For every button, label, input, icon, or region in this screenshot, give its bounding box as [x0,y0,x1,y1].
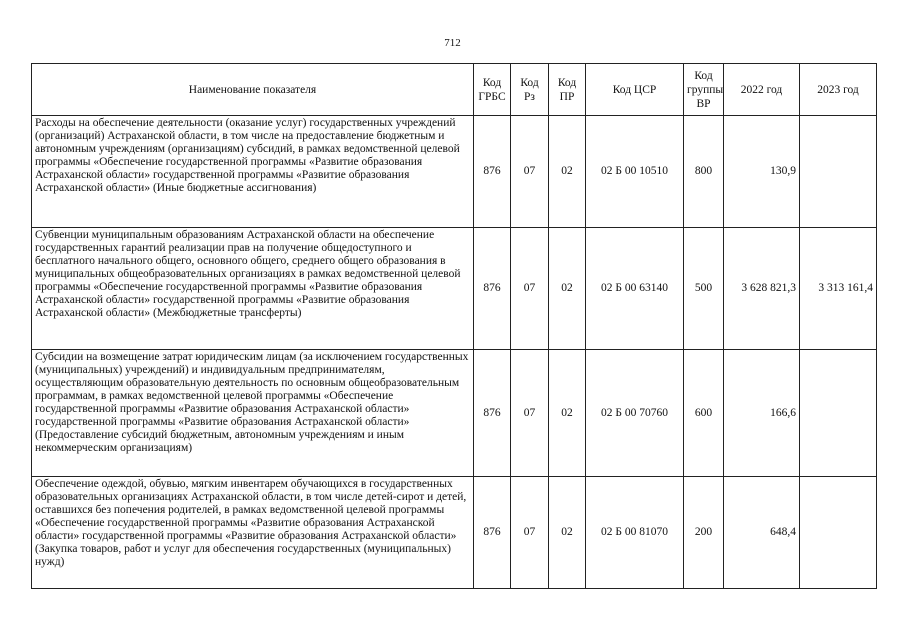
table-row [32,477,877,589]
header-rz: Код Рз [511,64,549,116]
table-row [32,350,877,477]
row-rz: 07 [511,228,549,350]
page-number: 712 [444,37,461,49]
row-pr: 02 [549,350,586,477]
header-pr: Код ПР [549,64,586,116]
row-name: Обеспечение одеждой, обувью, мягким инвентарем обучающихся в государственных образовательных организациях Астраханской области, в том числе детей-сирот и детей, оставшихся без попечения родителей, в рамках ведомственной целевой программы «Обеспечение государственной программы «Развитие образования Астраханской области» государственной программы «Развитие образования Астраханской области» (Закупка товаров, работ и услуг для обеспечения государственных (муниципальных) нужд) [32,477,474,589]
row-2023 [800,477,877,589]
row-pr: 02 [549,228,586,350]
row-name: Субсидии на возмещение затрат юридическим лицам (за исключением государственных (муниципальных) учреждений) и индивидуальным предпринимателям, осуществляющим образовательную деятельность по основным общеобразовательным программам, в рамках ведомственной целевой программы «Обеспечение государственной программы «Развитие образования Астраханской области» государственной программы «Развитие образования Астраханской области» (Предоставление субсидий бюджетным, автономным учреждениям и иным некоммерческим организациям) [32,350,474,477]
row-2022: 130,9 [724,116,800,228]
header-grbs: Код ГРБС [474,64,511,116]
row-csr: 02 Б 00 81070 [586,477,684,589]
row-2023 [800,116,877,228]
row-grbs: 876 [474,477,511,589]
row-vr: 800 [684,116,724,228]
header-name: Наименование показателя [32,64,474,116]
row-pr: 02 [549,477,586,589]
row-pr: 02 [549,116,586,228]
row-vr: 600 [684,350,724,477]
row-2022: 3 628 821,3 [724,228,800,350]
table-row [32,116,877,228]
row-rz: 07 [511,116,549,228]
row-grbs: 876 [474,350,511,477]
row-csr: 02 Б 00 70760 [586,350,684,477]
row-2023 [800,350,877,477]
header-2023: 2023 год [800,64,877,116]
budget-table [31,63,877,589]
row-csr: 02 Б 00 63140 [586,228,684,350]
row-rz: 07 [511,350,549,477]
row-grbs: 876 [474,116,511,228]
row-vr: 200 [684,477,724,589]
row-name: Расходы на обеспечение деятельности (оказание услуг) государственных учреждений (организаций) Астраханской области, в том числе на предоставление бюджетным и автономным учреждениям (организациям) субсидий, в рамках ведомственной целевой программы «Обеспечение государственной программы «Развитие образования Астраханской области» государственной программы «Развитие образования Астраханской области» (Иные бюджетные ассигнования) [32,116,474,228]
row-grbs: 876 [474,228,511,350]
row-vr: 500 [684,228,724,350]
row-2022: 648,4 [724,477,800,589]
row-2022: 166,6 [724,350,800,477]
header-vr: Код группы ВР [684,64,724,116]
header-csr: Код ЦСР [586,64,684,116]
row-rz: 07 [511,477,549,589]
row-name: Субвенции муниципальным образованиям Астраханской области на обеспечение государственных гарантий реализации прав на получение общедоступного и бесплатного начального общего, основного общего, среднего общего образования в муниципальных общеобразовательных организациях в рамках ведомственной целевой программы «Обеспечение государственной программы «Развитие образования Астраханской области» государственной программы «Развитие образования Астраханской области» (Межбюджетные трансферты) [32,228,474,350]
row-csr: 02 Б 00 10510 [586,116,684,228]
row-2023: 3 313 161,4 [800,228,877,350]
table-row [32,228,877,350]
header-2022: 2022 год [724,64,800,116]
table-header-row [32,64,877,116]
